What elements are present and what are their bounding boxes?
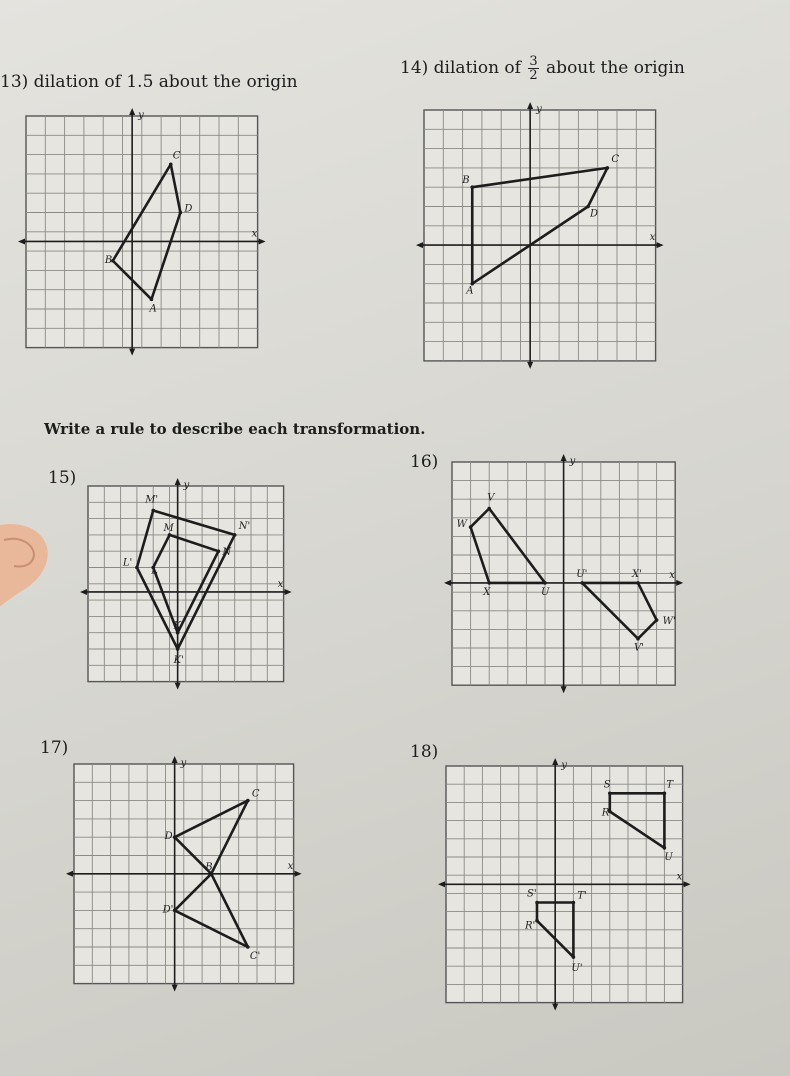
vertex-point xyxy=(543,581,547,585)
x-axis-label: x xyxy=(649,232,656,244)
vertex-point xyxy=(636,637,640,641)
problem-14-fraction xyxy=(528,55,538,82)
vertex-label: C xyxy=(251,788,260,800)
vertex-label: C' xyxy=(249,951,261,962)
y-axis-label: y xyxy=(138,110,144,121)
vertex-label: C xyxy=(611,153,620,165)
graph-18 xyxy=(446,760,686,1004)
fraction-denominator: 2 xyxy=(529,68,538,83)
vertex-label: R xyxy=(601,807,610,819)
vertex-label: C xyxy=(172,150,181,162)
g17-group xyxy=(66,756,302,992)
vertex-label: A xyxy=(149,303,157,315)
vertex-point xyxy=(470,185,474,189)
vertex-point xyxy=(176,647,180,651)
g13-group xyxy=(18,108,266,356)
y-axis-label: y xyxy=(561,760,567,771)
g16-group xyxy=(444,454,683,693)
vertex-label: W xyxy=(456,519,467,531)
problem-17-number: 17) xyxy=(40,738,69,758)
vertex-label: L' xyxy=(122,557,133,569)
vertex-label: M' xyxy=(145,494,159,506)
problem-14-label xyxy=(400,55,685,82)
vertex-label: D xyxy=(184,203,193,215)
vertex-label: U xyxy=(664,851,673,863)
problem-14-text-after: about the origin xyxy=(546,58,685,78)
x-axis-label: x xyxy=(676,871,683,883)
vertex-point xyxy=(606,166,610,170)
vertex-label: B xyxy=(462,175,470,187)
vertex-point xyxy=(535,919,539,923)
vertex-point xyxy=(572,901,576,905)
problem-13-number: 13) xyxy=(0,72,29,92)
instruction-heading: Write a rule to describe each transformation. xyxy=(44,420,426,438)
vertex-point xyxy=(663,846,667,850)
problem-13-text: dilation of 1.5 about the origin xyxy=(33,72,298,92)
vertex-point xyxy=(535,901,539,905)
vertex-label: V' xyxy=(634,642,644,654)
vertex-point xyxy=(150,298,154,302)
graph-13 xyxy=(26,110,258,362)
vertex-point xyxy=(246,945,250,949)
y-axis-label: y xyxy=(180,758,187,769)
x-axis-label: x xyxy=(251,228,258,240)
y-axis-label: y xyxy=(536,104,542,115)
vertex-point xyxy=(572,955,576,959)
vertex-label: D xyxy=(590,208,599,220)
g18-group xyxy=(438,758,691,1011)
problem-18-number: 18) xyxy=(410,742,439,762)
vertex-point xyxy=(179,211,183,215)
x-axis-label: x xyxy=(277,578,284,590)
vertex-label: U xyxy=(541,586,550,598)
vertex-label: N xyxy=(222,547,232,559)
vertex-point xyxy=(469,525,473,529)
g14-group xyxy=(416,102,664,369)
vertex-point xyxy=(173,835,177,839)
vertex-label: V xyxy=(487,492,495,504)
x-axis-label: x xyxy=(669,569,675,581)
g15-group xyxy=(80,478,292,690)
graph-16 xyxy=(452,456,676,694)
vertex-point xyxy=(663,792,667,796)
vertex-point xyxy=(135,566,139,570)
vertex-label: A xyxy=(466,285,474,297)
x-axis-label: x xyxy=(287,860,294,872)
vertex-label: S' xyxy=(527,888,537,900)
vertex-point xyxy=(580,581,584,585)
vertex-label: T' xyxy=(577,890,587,902)
graph-14 xyxy=(424,104,656,364)
problem-13-label xyxy=(0,72,298,92)
vertex-point xyxy=(169,162,173,166)
problem-14-text-before: dilation of xyxy=(433,58,521,78)
vertex-label: B xyxy=(205,861,213,873)
vertex-point xyxy=(151,509,155,513)
vertex-label: U' xyxy=(571,963,583,975)
vertex-label: R' xyxy=(525,920,536,932)
vertex-label: L xyxy=(151,565,158,577)
vertex-point xyxy=(487,507,491,511)
vertex-point xyxy=(608,792,612,796)
problem-14-number: 14) xyxy=(400,58,429,78)
graph-15 xyxy=(88,480,284,692)
problem-15-number: 15) xyxy=(48,468,77,488)
problem-16-number: 16) xyxy=(410,452,439,472)
vertex-label: K' xyxy=(173,655,184,666)
vertex-point xyxy=(655,618,659,622)
vertex-label: T xyxy=(666,779,674,791)
vertex-point xyxy=(487,581,491,585)
vertex-label: S xyxy=(603,779,611,791)
vertex-point xyxy=(233,533,237,537)
vertex-label: X' xyxy=(632,568,642,580)
vertex-label: M xyxy=(163,522,174,534)
vertex-label: D xyxy=(164,831,173,843)
fraction-numerator: 3 xyxy=(529,54,538,69)
vertex-label: W' xyxy=(662,616,676,628)
vertex-point xyxy=(636,581,640,585)
y-axis-label: y xyxy=(569,456,576,467)
graph-17 xyxy=(74,758,294,980)
finger-photo-artifact xyxy=(0,520,52,616)
vertex-label: D' xyxy=(162,904,174,916)
y-axis-label: y xyxy=(183,480,190,491)
vertex-label: B xyxy=(104,254,113,266)
vertex-label: N' xyxy=(238,520,251,532)
vertex-label: K xyxy=(173,620,182,632)
vertex-point xyxy=(246,799,250,803)
vertex-label: X xyxy=(483,586,491,598)
vertex-point xyxy=(217,549,221,553)
vertex-label: U' xyxy=(576,568,588,580)
